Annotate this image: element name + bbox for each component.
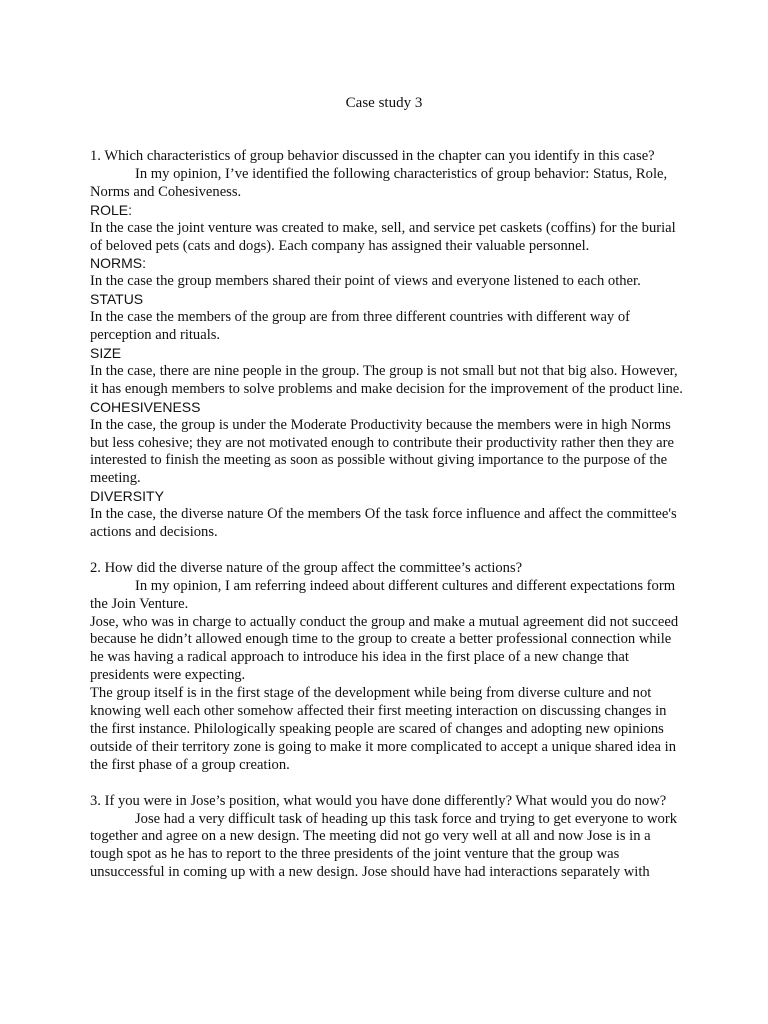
answer-2-paragraph: Jose, who was in charge to actually conduct the group and make a mutual agreement did not succeed because he didn’t allowed enough time to the group to create a better professional connection while he was having a radical approach to introduce his idea in the first place of a new change that presidents were expecting.	[90, 613, 679, 684]
section-text-diversity: In the case, the diverse nature Of the members Of the task force influence and affect the committee's actions and decisions.	[90, 506, 677, 541]
question-3: 3. If you were in Jose’s position, what would you have done differently? What would you do now?	[90, 792, 667, 809]
answer-2-intro: In my opinion, I am referring indeed about different cultures and different expectations form the Join Venture.	[90, 577, 676, 612]
section-heading-norms: NORMS:	[90, 255, 146, 272]
paragraph-gap	[90, 542, 686, 560]
document-body	[90, 148, 686, 882]
section-text-status: In the case the members of the group are from three different countries with different way of perception and rituals.	[90, 309, 631, 344]
answer-3-intro: Jose had a very difficult task of heading up this task force and trying to get everyone to work together and agree on a new design. The meeting did not go very well at all and now Jose is in a tough spot as he has to report to the three presidents of the joint venture that the group was unsuccessful in coming up with a new design. Jose should have had interactions separately with	[90, 810, 677, 881]
question-1: 1. Which characteristics of group behavior discussed in the chapter can you identify in this case?	[90, 148, 655, 164]
section-text-norms: In the case the group members shared their point of views and everyone listened to each other.	[90, 273, 641, 290]
section-heading-diversity: DIVERSITY	[90, 488, 164, 505]
question-2: 2. How did the diverse nature of the group affect the committee’s actions?	[90, 559, 523, 576]
section-heading-size: SIZE	[90, 344, 122, 361]
section-heading-status: STATUS	[90, 291, 144, 308]
paragraph-gap	[90, 775, 686, 793]
section-heading-role: ROLE:	[90, 201, 133, 218]
section-text-role: In the case the joint venture was created to make, sell, and service pet caskets (coffins) for the burial of beloved pets (cats and dogs). Each company has assigned their valuable personnel.	[90, 219, 676, 254]
answer-1-intro: In my opinion, I’ve identified the following characteristics of group behavior: Status, Role, Norms and Cohesiveness.	[90, 165, 668, 200]
section-text-cohesiveness: In the case, the group is under the Moderate Productivity because the members were in high Norms but less cohesive; they are not motivated enough to contribute their productivity rather then they are interested to finish the meeting as soon as possible without giving importance to the purpose of the meeting.	[90, 416, 674, 487]
answer-2-paragraph: The group itself is in the first stage of the development while being from diverse culture and not knowing well each other somehow affected their first meeting interaction on discussing changes in the first instance. Philologically speaking people are scared of changes and adopting new opinions outside of their territory zone is going to make it more complicated to accept a unique shared idea in the first phase of a group creation.	[90, 685, 676, 773]
section-text-size: In the case, there are nine people in the group. The group is not small but not that big also. However, it has enough members to solve problems and make decision for the improvement of the product line.	[90, 362, 683, 397]
document-title: Case study 3	[345, 95, 423, 111]
section-heading-cohesiveness: COHESIVENESS	[90, 398, 201, 415]
